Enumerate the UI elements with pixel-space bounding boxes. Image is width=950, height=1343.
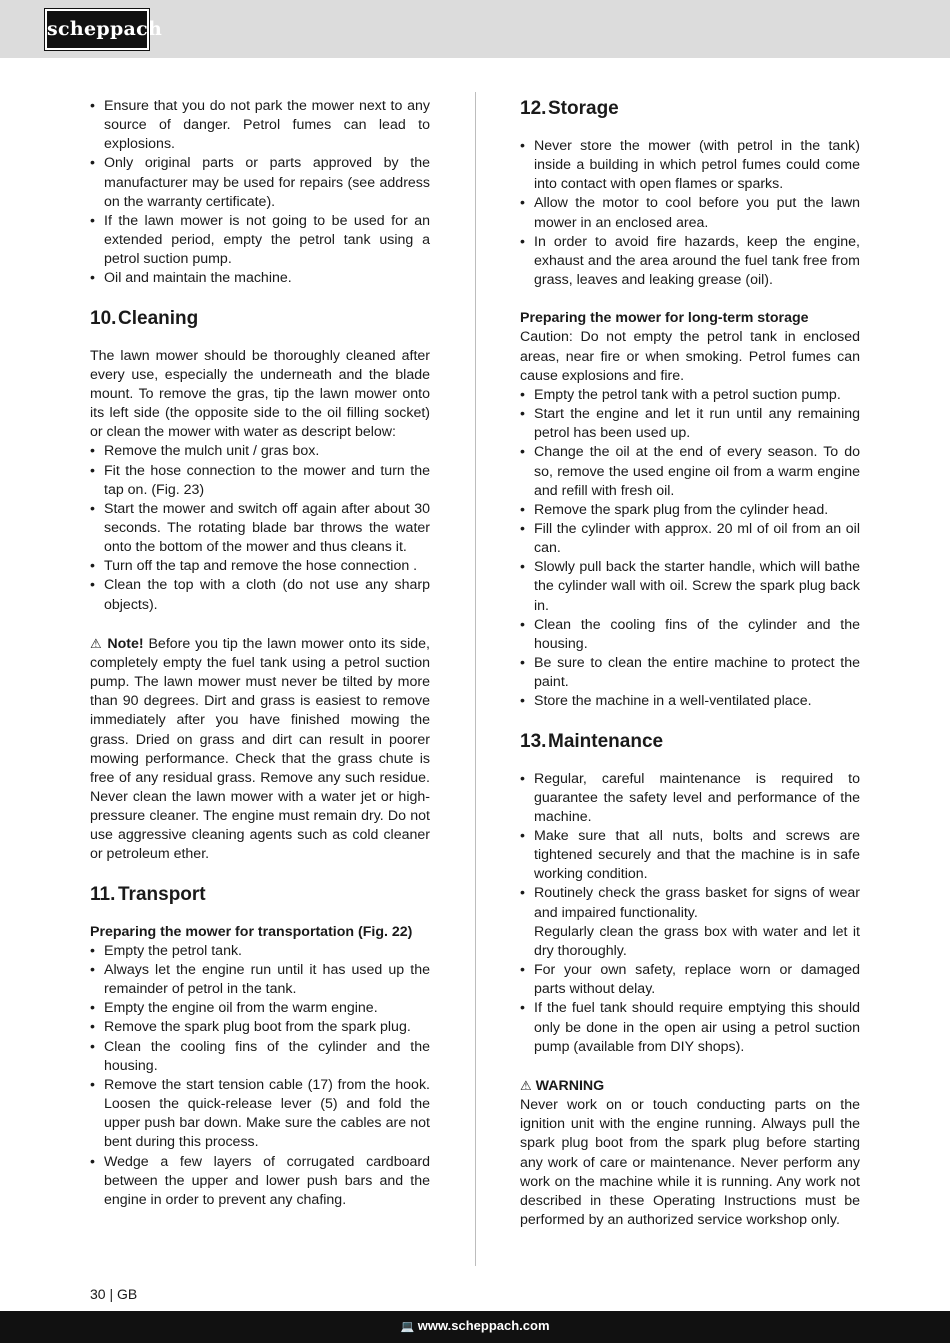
list-item: • Be sure to clean the entire machine to protect the paint. — [520, 654, 860, 692]
list-item: • Fit the hose connection to the mower and turn the tap on. (Fig. 23) — [90, 462, 430, 500]
brand-logo: scheppach — [45, 9, 149, 50]
header-bar — [0, 0, 950, 58]
section-heading-cleaning: 10.Cleaning — [90, 307, 199, 329]
warning-icon: ⚠ — [90, 635, 103, 651]
list-item: • Empty the engine oil from the warm engine. — [90, 999, 430, 1018]
list-item: • Fill the cylinder with approx. 20 ml of oil from an oil can. — [520, 520, 860, 558]
list-item: • Remove the spark plug boot from the spark plug. — [90, 1018, 430, 1037]
list-item: • In order to avoid fire hazards, keep the engine, exhaust and the area around the fuel tank free from grass, leaves and leaking grease (oil). — [520, 233, 860, 290]
list-item: • Start the engine and let it run until any remaining petrol has been used up. — [520, 405, 860, 443]
cleaning-paragraph: The lawn mower should be thoroughly cleaned after every use, especially the underneath and the blade mount. To remove the gras, tip the lawn mower onto its left side (the opposite side to the oil filling socket) or clean the mower with water as descript below: — [90, 347, 430, 441]
list-item: • Turn off the tap and remove the hose connection . — [90, 557, 430, 576]
list-item: • Routinely check the grass basket for signs of wear and impaired functionality. Regularly clean the grass box with water and let it dry thoroughly. — [520, 884, 860, 961]
column-divider — [475, 92, 476, 1266]
section-heading-maintenance: 13.Maintenance — [520, 730, 664, 752]
list-item: • Clean the top with a cloth (do not use any sharp objects). — [90, 576, 430, 614]
list-item: • Remove the mulch unit / gras box. — [90, 442, 430, 461]
list-item: • Only original parts or parts approved by the manufacturer may be used for repairs (see address on the warranty certificate). — [90, 154, 430, 211]
transport-subheading: Preparing the mower for transportation (Fig. 22) — [90, 923, 413, 940]
cleaning-note: ⚠ Note! Before you tip the lawn mower onto its side, completely empty the fuel tank using a petrol suction pump. The lawn mower must never be tilted by more than 90 degrees. Dirt and grass is easiest to remove immediately after you have finished mowing the grass. Dried on grass and dirt can result in poorer mowing performance. Check that the grass chute is free of any residual grass. Remove any such residue. Never clean the lawn mower with a water jet or high-pressure cleaner. The engine must remain dry. Do not use aggressive cleaning agents such as cold cleaner or petroleum ether. — [90, 635, 430, 863]
list-item: • Empty the petrol tank. — [90, 942, 430, 961]
list-item: • Start the mower and switch off again after about 30 seconds. The rotating blade bar throws the water onto the bottom of the mower and thus cleans it. — [90, 500, 430, 557]
left-column — [90, 97, 430, 1210]
maintenance-list — [520, 770, 860, 1057]
storage-caution: Caution: Do not empty the petrol tank in enclosed areas, near fire or when smoking. Petrol fumes can cause explosions and fire. — [520, 329, 860, 384]
storage-subheading: Preparing the mower for long-term storage — [520, 310, 809, 327]
list-item: • Remove the start tension cable (17) from the hook. Loosen the quick-release lever (5) and fold the upper push bar down. Make sure the cables are not bent during this process. — [90, 1076, 430, 1153]
list-item: • Change the oil at the end of every season. To do so, remove the used engine oil from a warm engine and refill with fresh oil. — [520, 443, 860, 500]
list-item: • Always let the engine run until it has used up the remainder of petrol in the tank. — [90, 961, 430, 999]
list-item: • Allow the motor to cool before you put the lawn mower in an enclosed area. — [520, 194, 860, 232]
transport-list — [90, 942, 430, 1210]
list-item: • If the fuel tank should require emptying this should only be done in the open air using a petrol suction pump (available from DIY shops). — [520, 999, 860, 1056]
warning-icon: ⚠ — [520, 1077, 532, 1093]
cleaning-list — [90, 442, 430, 614]
list-item: • Ensure that you do not park the mower next to any source of danger. Petrol fumes can lead to explosions. — [90, 97, 430, 154]
list-item: • Slowly pull back the starter handle, which will bathe the cylinder wall with oil. Screw the spark plug back in. — [520, 558, 860, 615]
section-heading-storage: 12.Storage — [520, 98, 619, 119]
list-item: • Oil and maintain the machine. — [90, 269, 430, 288]
list-item: • Empty the petrol tank with a petrol suction pump. — [520, 386, 860, 405]
computer-icon: 💻 — [400, 1321, 415, 1333]
list-item: • For your own safety, replace worn or damaged parts without delay. — [520, 961, 860, 999]
list-item: • Never store the mower (with petrol in the tank) inside a building in which petrol fumes could come into contact with open flames or sparks. — [520, 137, 860, 194]
website-link[interactable]: www.scheppach.com — [417, 1318, 550, 1333]
warning-heading: ⚠ WARNING — [520, 1077, 605, 1094]
list-item: • Clean the cooling fins of the cylinder and the housing. — [520, 616, 860, 654]
footer-bar — [0, 1311, 950, 1343]
storage-steps-list — [520, 386, 860, 712]
right-column — [520, 97, 860, 1230]
page-number: 30 | GB — [90, 1286, 138, 1302]
section-heading-transport: 11. Transport — [90, 883, 206, 905]
list-item: • Wedge a few layers of corrugated cardboard between the upper and lower push bars and the engine in order to prevent any chafing. — [90, 1153, 430, 1210]
storage-list — [520, 137, 860, 290]
list-item: • Store the machine in a well-ventilated place. — [520, 692, 860, 711]
list-item: • Make sure that all nuts, bolts and screws are tightened securely and that the machine is in safe working condition. — [520, 827, 860, 884]
list-item: • Remove the spark plug from the cylinder head. — [520, 501, 860, 520]
list-item: • Clean the cooling fins of the cylinder and the housing. — [90, 1038, 430, 1076]
list-item: • If the lawn mower is not going to be used for an extended period, empty the petrol tank using a petrol suction pump. — [90, 212, 430, 269]
list-item: • Regular, careful maintenance is required to guarantee the safety level and performance of the machine. — [520, 770, 860, 827]
warning-text: Never work on or touch conducting parts on the ignition unit with the engine running. Always pull the spark plug boot from the spark plug before starting any work of care or maintenance. Never perform any work on the machine while it is running. Any work not described in these Operating Instructions must be performed by an authorized service workshop only. — [520, 1097, 860, 1228]
intro-list — [90, 97, 430, 289]
